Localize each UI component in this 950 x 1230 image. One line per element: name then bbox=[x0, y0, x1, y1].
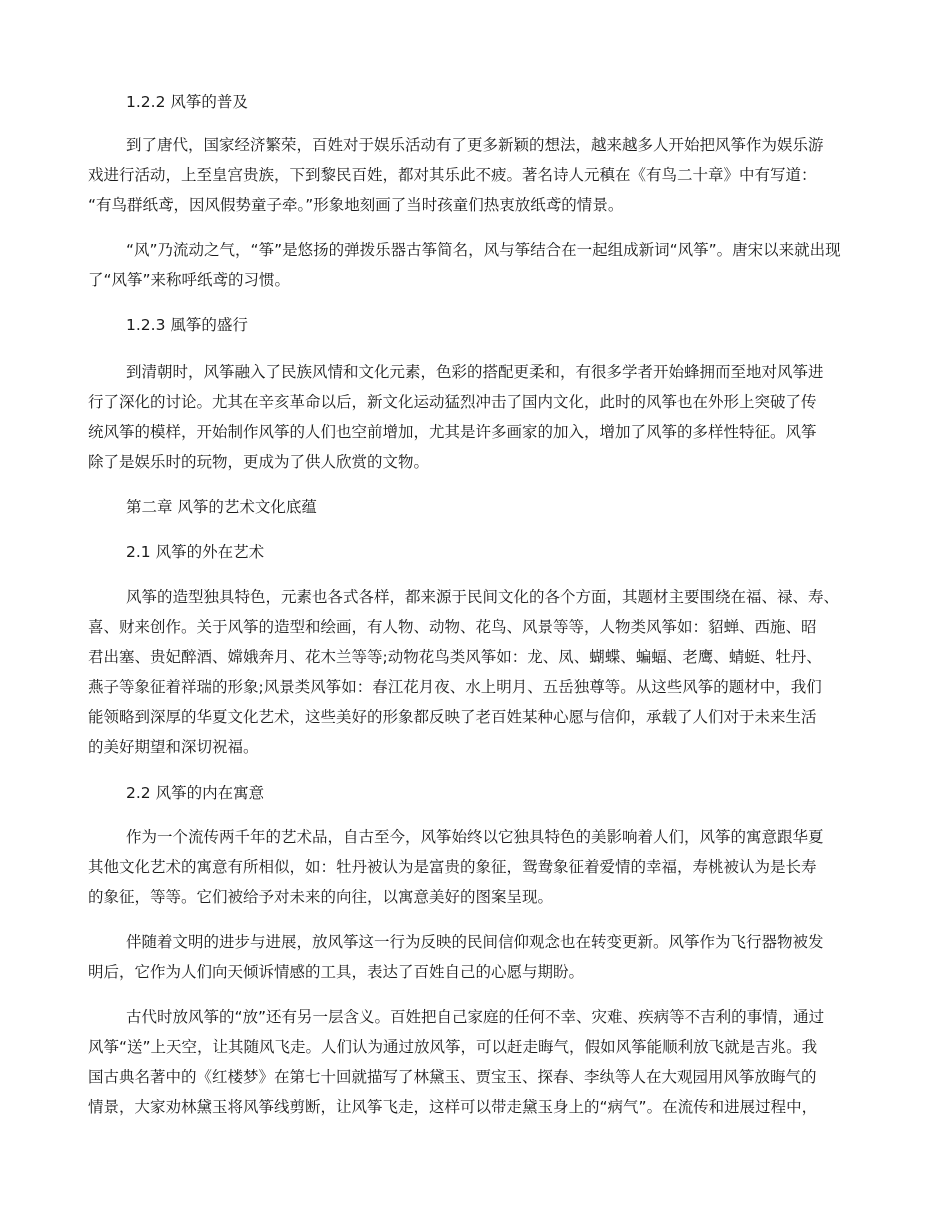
section-heading-1-2-3: 1.2.3 風筝的盛行 bbox=[126, 316, 248, 334]
paragraph-line: 的象征，等等。它们被给予对未来的向往，以寓意美好的图案呈现。 bbox=[88, 888, 554, 906]
paragraph-line: “有鸟群纸鸢，因风假势童子牵。”形象地刻画了当时孩童们热衷放纸鸢的情景。 bbox=[88, 196, 624, 214]
paragraph-line: 情景，大家劝林黛玉将风筝线剪断，让风筝飞走，这样可以带走黛玉身上的“病气”。在流传和进展过程中， bbox=[88, 1098, 818, 1116]
paragraph-line: 其他文化艺术的寓意有所相似，如：牡丹被认为是富贵的象征，鸳鸯象征着爱情的幸福，寿桃被认为是长寿 bbox=[88, 858, 817, 876]
paragraph-line: 除了是娱乐时的玩物，更成为了供人欣赏的文物。 bbox=[88, 453, 430, 471]
paragraph-line: 了“风筝”来称呼纸鸢的习惯。 bbox=[88, 271, 291, 289]
section-heading-2-2: 2.2 风筝的内在寓意 bbox=[126, 784, 265, 802]
paragraph-line: 伴随着文明的进步与进展，放风筝这一行为反映的民间信仰观念也在转变更新。风筝作为飞行器物被发 bbox=[126, 933, 824, 951]
paragraph-line: 能领略到深厚的华夏文化艺术，这些美好的形象都反映了老百姓某种心愿与信仰，承载了人们对于未来生活 bbox=[88, 708, 817, 726]
paragraph-line: 戏进行活动，上至皇宫贵族，下到黎民百姓，都对其乐此不疲。著名诗人元稹在《有鸟二十章》中有写道： bbox=[88, 166, 817, 184]
paragraph-line: 行了深化的讨论。尤其在辛亥革命以后，新文化运动猛烈冲击了国内文化，此时的风筝也在外形上突破了传 bbox=[88, 393, 817, 411]
paragraph-line: 古代时放风筝的“放”还有另一层含义。百姓把自己家庭的任何不幸、灾难、疾病等不吉利的事情，通过 bbox=[126, 1008, 825, 1026]
paragraph-line: 作为一个流传两千年的艺术品，自古至今，风筝始终以它独具特色的美影响着人们，风筝的寓意跟华夏 bbox=[126, 828, 824, 846]
paragraph-line: 喜、财来创作。关于风筝的造型和绘画，有人物、动物、花鸟、风景等等，人物类风筝如：貂蝉、西施、昭 bbox=[88, 618, 817, 636]
paragraph-line: 燕子等象征着祥瑞的形象;风景类风筝如：春江花月夜、水上明月、五岳独尊等。从这些风筝的题材中，我们 bbox=[88, 678, 822, 696]
chapter-heading-2: 第二章 风筝的艺术文化底蕴 bbox=[126, 498, 317, 516]
section-heading-1-2-2: 1.2.2 风筝的普及 bbox=[126, 93, 248, 111]
paragraph-line: 君出塞、贵妃醉酒、嫦娥奔月、花木兰等等;动物花鸟类风筝如：龙、凤、蝴蝶、蝙蝠、老鹰、蜻蜓、牡丹、 bbox=[88, 648, 822, 666]
paragraph-line: “风”乃流动之气，“筝”是悠扬的弹拨乐器古筝简名，风与筝结合在一起组成新词“风筝”。唐宋以来就出现 bbox=[126, 241, 841, 259]
paragraph-line: 风筝的造型独具特色，元素也各式各样，都来源于民间文化的各个方面，其题材主要围绕在福、禄、寿、 bbox=[126, 588, 840, 606]
paragraph-line: 统风筝的模样，开始制作风筝的人们也空前增加，尤其是许多画家的加入，增加了风筝的多样性特征。风筝 bbox=[88, 423, 817, 441]
paragraph-line: 明后，它作为人们向天倾诉情感的工具，表达了百姓自己的心愿与期盼。 bbox=[88, 963, 585, 981]
paragraph-line: 到清朝时，风筝融入了民族风情和文化元素，色彩的搭配更柔和，有很多学者开始蜂拥而至地对风筝进 bbox=[126, 363, 824, 381]
paragraph-line: 风筝“送”上天空，让其随风飞走。人们认为通过放风筝，可以赶走晦气，假如风筝能顺利放飞就是吉兆。我 bbox=[88, 1038, 818, 1056]
section-heading-2-1: 2.1 风筝的外在艺术 bbox=[126, 543, 265, 561]
paragraph-line: 的美好期望和深切祝福。 bbox=[88, 738, 259, 756]
paragraph-line: 国古典名著中的《红楼梦》在第七十回就描写了林黛玉、贾宝玉、探春、李纨等人在大观园用风筝放晦气的 bbox=[88, 1068, 817, 1086]
paragraph-line: 到了唐代，国家经济繁荣，百姓对于娱乐活动有了更多新颖的想法，越来越多人开始把风筝作为娱乐游 bbox=[126, 136, 824, 154]
